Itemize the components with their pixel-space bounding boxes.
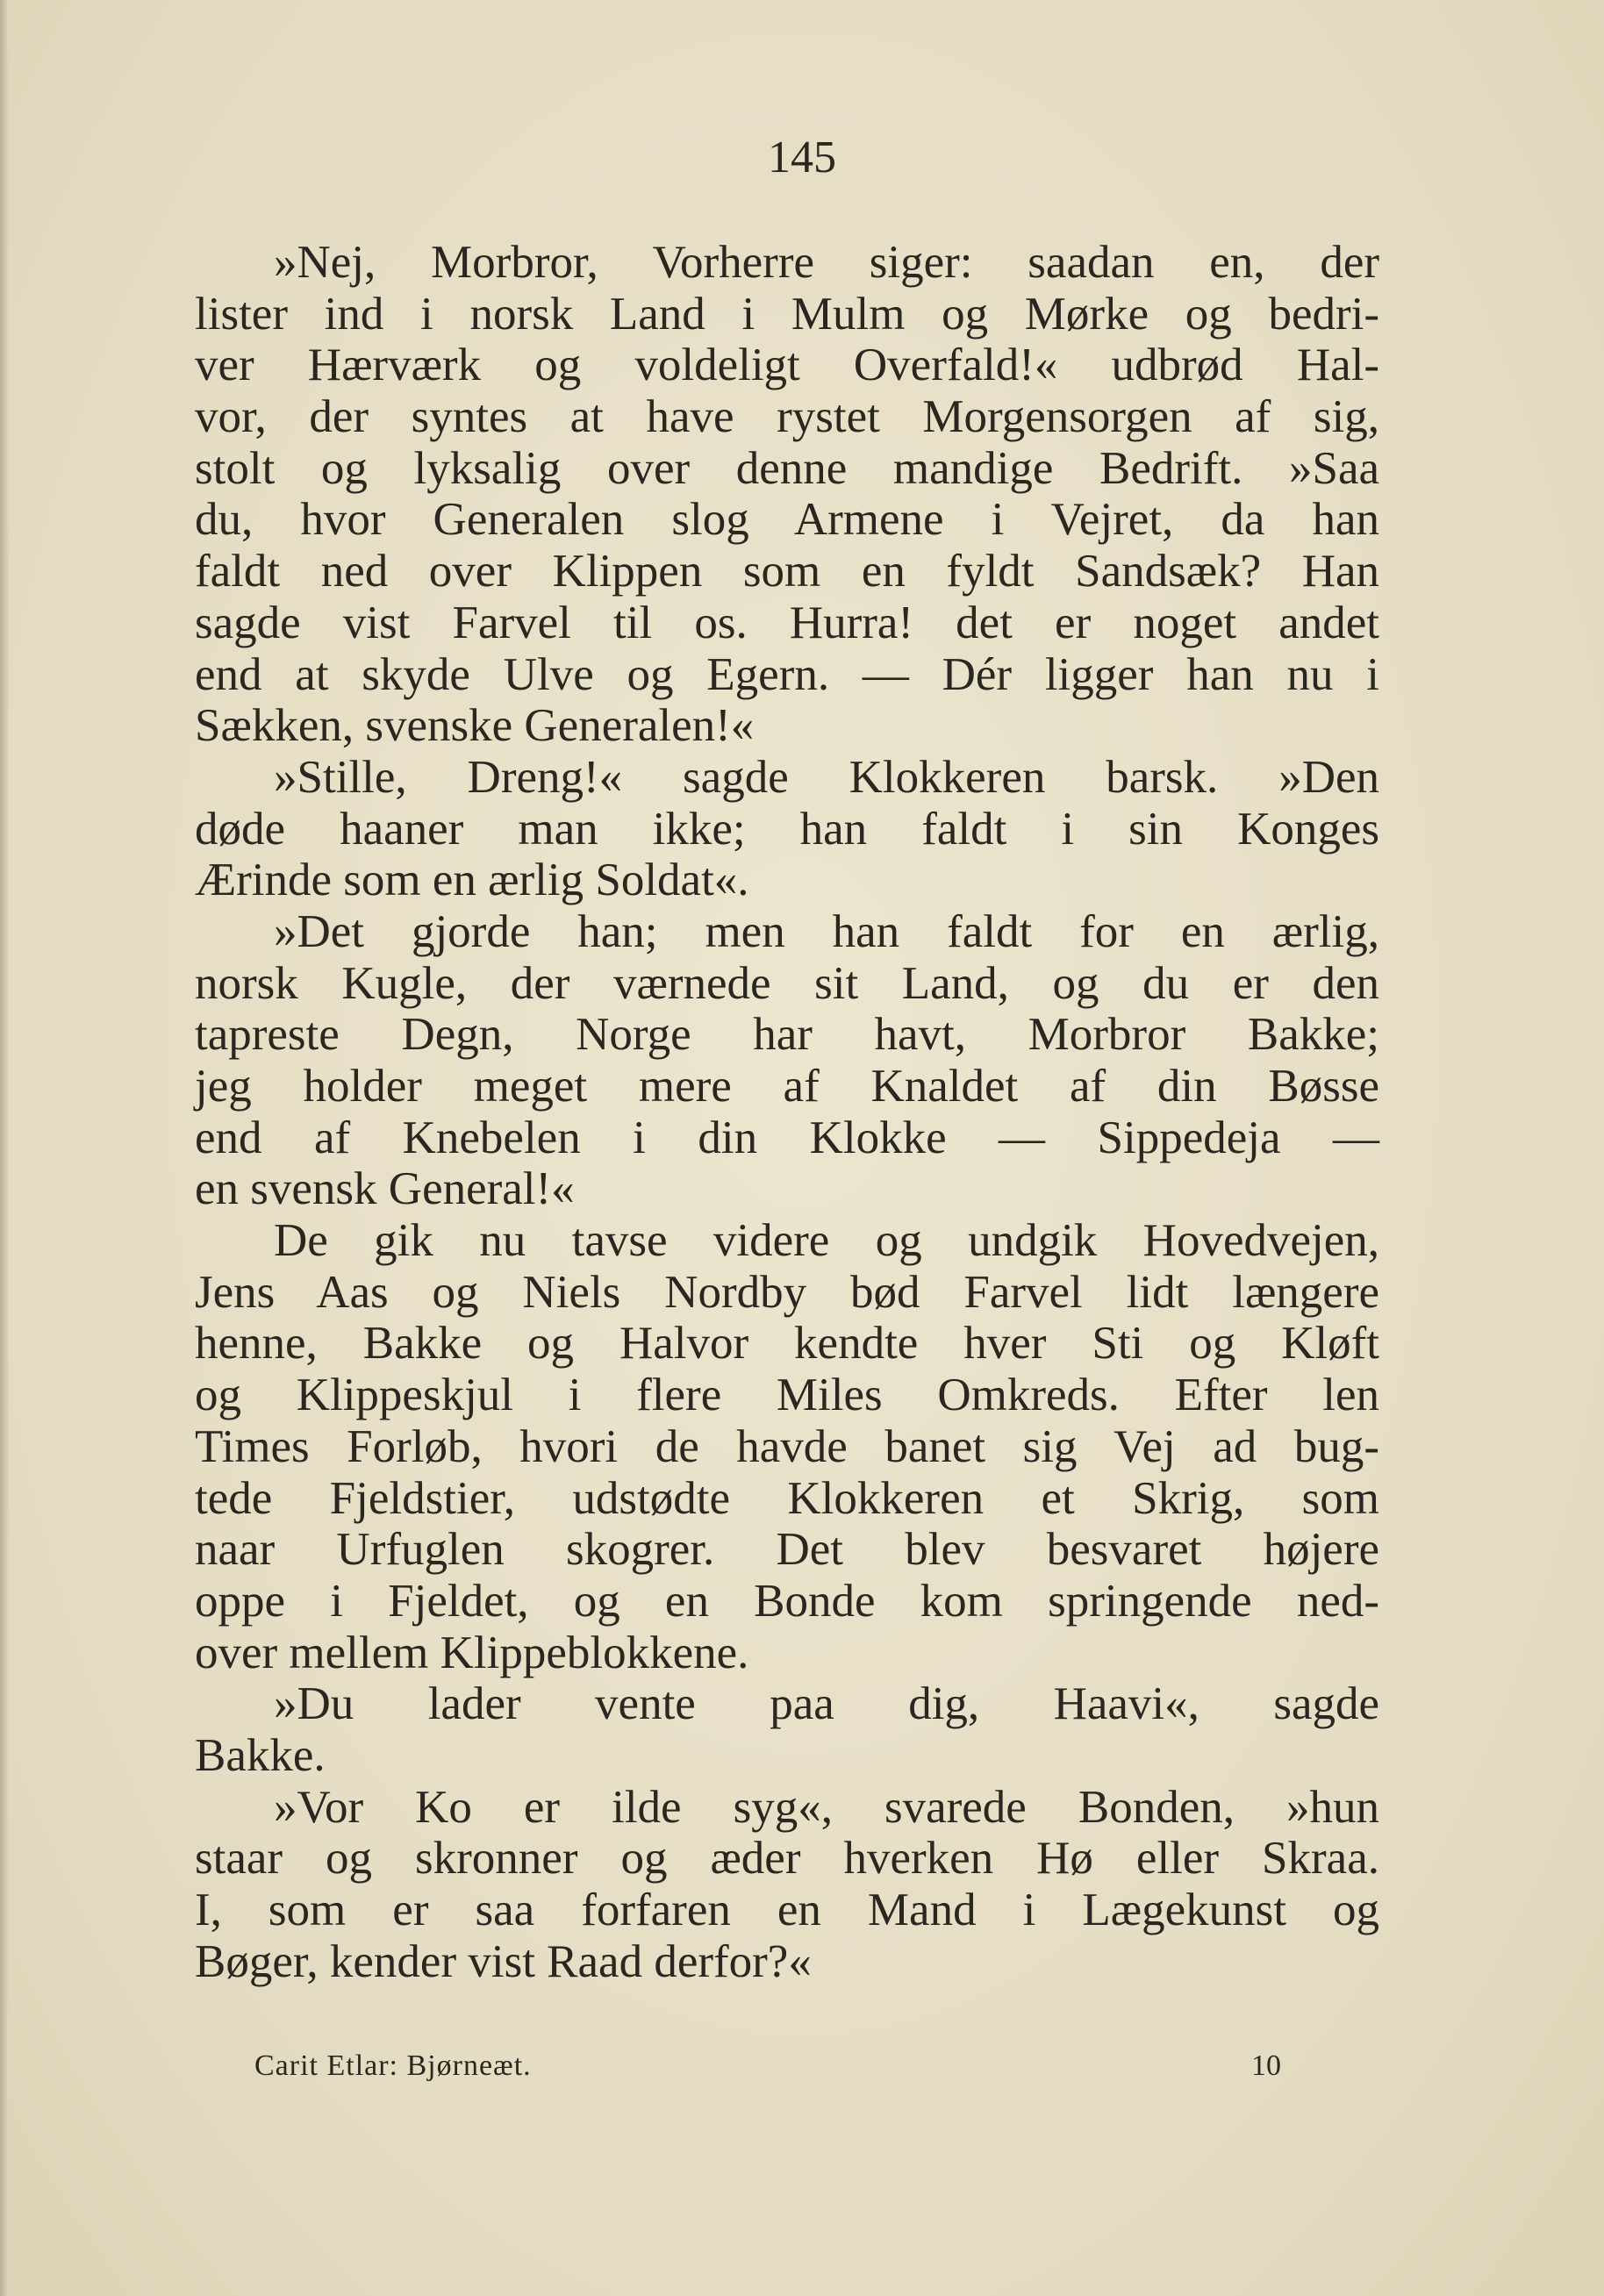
text-line: vor, der syntes at have rystet Morgensorgen af sig,	[195, 391, 1379, 443]
text-line: døde haaner man ikke; han faldt i sin Konges	[195, 803, 1379, 855]
text-line: naar Urfuglen skogrer. Det blev besvaret højere	[195, 1524, 1379, 1576]
text-line: Sækken, svenske Generalen!«	[195, 700, 755, 752]
footer-signature-number: 10	[1251, 2049, 1281, 2082]
text-line: end at skyde Ulve og Egern. — Dér ligger han nu i	[195, 648, 1379, 700]
text-line: stolt og lyksalig over denne mandige Bedrift. »Saa	[195, 442, 1379, 494]
text-line: Bakke.	[195, 1729, 326, 1781]
text-line: Jens Aas og Niels Nordby bød Farvel lidt længere	[195, 1266, 1379, 1318]
text-line: faldt ned over Klippen som en fyldt Sandsæk? Han	[195, 546, 1379, 597]
page-edge-shadow	[0, 0, 9, 2296]
body-text	[195, 237, 1379, 1987]
page-footer	[254, 2044, 1281, 2088]
text-line: tapreste Degn, Norge har havt, Morbror Bakke;	[195, 1009, 1379, 1061]
text-line: Times Forløb, hvori de havde banet sig Vej ad bug-	[195, 1420, 1379, 1472]
text-line: henne, Bakke og Halvor kendte hver Sti og Kløft	[195, 1318, 1379, 1370]
text-line: Bøger, kender vist Raad derfor?«	[195, 1935, 812, 1987]
text-line: »Nej, Morbror, Vorherre siger: saadan en, der	[274, 237, 1379, 288]
text-line: »Vor Ko er ilde syg«, svarede Bonden, »hun	[274, 1781, 1379, 1833]
text-line: lister ind i norsk Land i Mulm og Mørke og bedri-	[195, 288, 1379, 340]
text-line: jeg holder meget mere af Knaldet af din Bøsse	[195, 1061, 1379, 1112]
text-line: Ærinde som en ærlig Soldat«.	[195, 855, 749, 906]
text-line: over mellem Klippeblokkene.	[195, 1627, 749, 1678]
text-line: en svensk General!«	[195, 1163, 575, 1215]
text-line: I, som er saa forfaren en Mand i Lægekunst og	[195, 1885, 1379, 1935]
page-number: 145	[768, 132, 836, 182]
text-line: sagde vist Farvel til os. Hurra! det er noget andet	[195, 597, 1379, 648]
text-line: »Du lader vente paa dig, Haavi«, sagde	[274, 1678, 1379, 1730]
text-line: oppe i Fjeldet, og en Bonde kom springende ned-	[195, 1575, 1379, 1627]
text-line: norsk Kugle, der værnede sit Land, og du er den	[195, 957, 1379, 1009]
text-line: staar og skronner og æder hverken Hø eller Skraa.	[195, 1833, 1379, 1885]
text-line: og Klippeskjul i flere Miles Omkreds. Efter len	[195, 1370, 1379, 1421]
text-line: du, hvor Generalen slog Armene i Vejret, da han	[195, 494, 1379, 546]
text-line: »Stille, Dreng!« sagde Klokkeren barsk. »Den	[274, 751, 1379, 803]
text-line: end af Knebelen i din Klokke — Sippedeja —	[195, 1112, 1379, 1163]
text-line: ver Hærværk og voldeligt Overfald!« udbrød Hal-	[195, 340, 1379, 391]
text-line: »Det gjorde han; men han faldt for en ærlig,	[274, 905, 1379, 957]
text-line: tede Fjeldstier, udstødte Klokkeren et Skrig, som	[195, 1472, 1379, 1524]
text-line: De gik nu tavse videre og undgik Hovedvejen,	[274, 1215, 1379, 1267]
footer-title: Carit Etlar: Bjørneæt.	[254, 2049, 532, 2082]
